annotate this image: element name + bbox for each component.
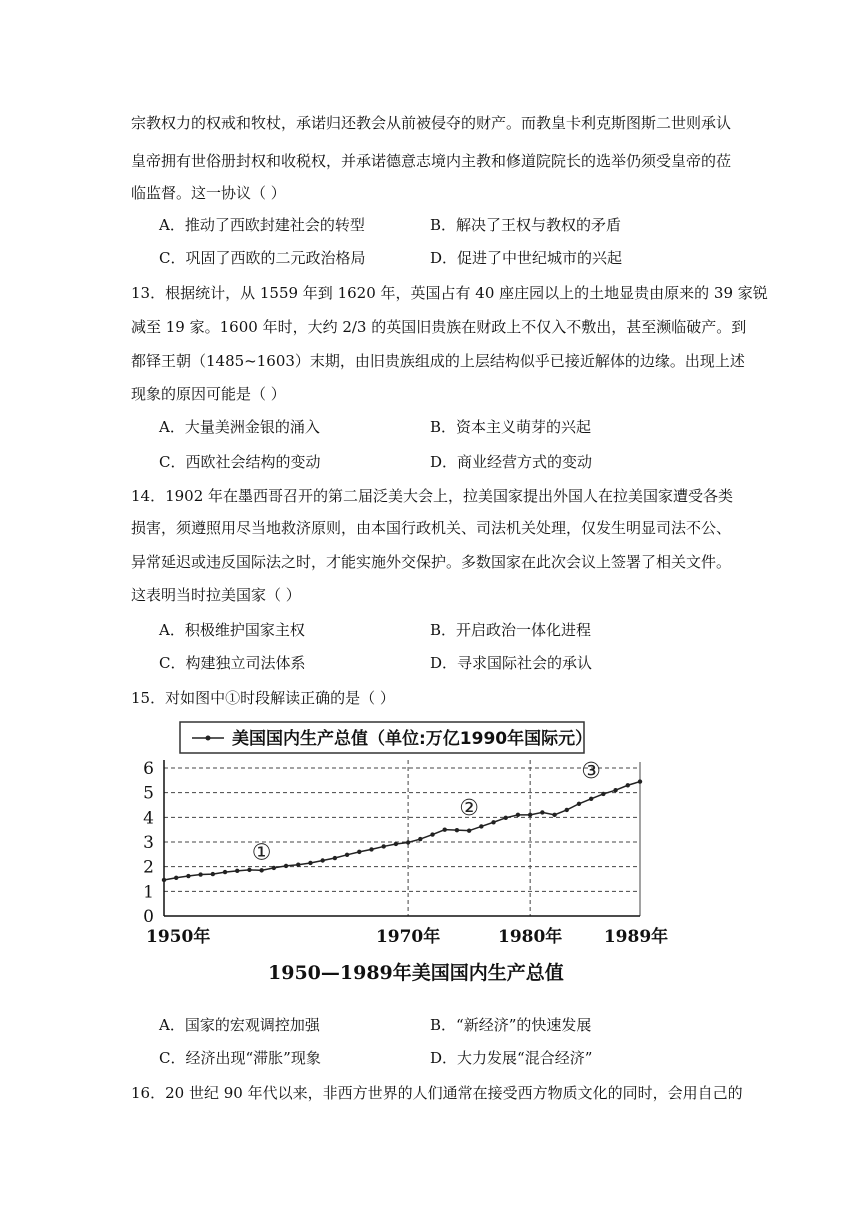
y-tick-label-1: 1 bbox=[143, 882, 154, 903]
gdp-point-1980 bbox=[528, 813, 532, 817]
gdp-point-1953 bbox=[198, 872, 202, 876]
gdp-point-1982 bbox=[552, 813, 556, 817]
gdp-point-1965 bbox=[345, 853, 349, 857]
q14-option-b: B．开启政治一体化进程 bbox=[430, 621, 592, 639]
gdp-point-1969 bbox=[394, 842, 398, 846]
gdp-point-1966 bbox=[357, 850, 361, 854]
gdp-series-line bbox=[164, 782, 640, 880]
gdp-point-1977 bbox=[491, 820, 495, 824]
gdp-point-1989 bbox=[638, 779, 642, 783]
gdp-point-1988 bbox=[626, 783, 630, 787]
gdp-point-1950 bbox=[162, 878, 166, 882]
gdp-point-1984 bbox=[577, 802, 581, 806]
gdp-point-1973 bbox=[443, 827, 447, 831]
gdp-point-1952 bbox=[186, 874, 190, 878]
gdp-point-1957 bbox=[247, 868, 251, 872]
q13-line-3: 都铎王朝（1485~1603）末期，由旧贵族组成的上层结构似乎已接近解体的边缘。出现上述 bbox=[131, 352, 745, 370]
q12-line-3: 临监督。这一协议（ ） bbox=[131, 184, 286, 202]
q13-option-c: C．西欧社会结构的变动 bbox=[159, 453, 321, 471]
gdp-point-1987 bbox=[613, 788, 617, 792]
q12-option-d: D．促进了中世纪城市的兴起 bbox=[430, 249, 623, 267]
q13-line-1: 13．根据统计，从 1559 年到 1620 年，英国占有 40 座庄园以上的土地显贵由原来的 39 家锐 bbox=[131, 284, 768, 302]
gdp-point-1956 bbox=[235, 869, 239, 873]
q14-option-a: A．积极维护国家主权 bbox=[159, 621, 305, 639]
gdp-line-chart bbox=[128, 716, 668, 968]
annotation-1: ① bbox=[251, 840, 272, 866]
gdp-point-1985 bbox=[589, 797, 593, 801]
q12-line-2: 皇帝拥有世俗册封权和收税权，并承诺德意志境内主教和修道院院长的选举仍须受皇帝的莅 bbox=[131, 152, 732, 170]
gdp-point-1975 bbox=[467, 828, 471, 832]
q14-line-1: 14．1902 年在墨西哥召开的第二届泛美大会上，拉美国家提出外国人在拉美国家遭受各类 bbox=[131, 487, 734, 505]
q14-option-c: C．构建独立司法体系 bbox=[159, 654, 306, 672]
y-tick-label-2: 2 bbox=[143, 857, 154, 878]
gdp-point-1979 bbox=[516, 813, 520, 817]
q16-line-1: 16．20 世纪 90 年代以来，非西方世界的人们通常在接受西方物质文化的同时，会用自己的 bbox=[131, 1084, 743, 1102]
gdp-point-1961 bbox=[296, 862, 300, 866]
gdp-point-1967 bbox=[369, 847, 373, 851]
gdp-point-1986 bbox=[601, 792, 605, 796]
q15-option-b: B．“新经济”的快速发展 bbox=[430, 1016, 592, 1034]
gdp-point-1970 bbox=[406, 840, 410, 844]
y-tick-label-4: 4 bbox=[143, 808, 154, 829]
gdp-point-1983 bbox=[565, 808, 569, 812]
q12-option-b: B．解决了王权与教权的矛盾 bbox=[430, 216, 622, 234]
gdp-point-1958 bbox=[259, 868, 263, 872]
gdp-point-1959 bbox=[272, 866, 276, 870]
gdp-point-1978 bbox=[504, 816, 508, 820]
legend-label: 美国国内生产总值（单位:万亿1990年国际元） bbox=[232, 729, 593, 749]
chart-title: 1950—1989年美国国内生产总值 bbox=[268, 962, 564, 984]
gdp-point-1955 bbox=[223, 870, 227, 874]
q12-option-c: C．巩固了西欧的二元政治格局 bbox=[159, 249, 366, 267]
gdp-point-1976 bbox=[479, 824, 483, 828]
q13-line-4: 现象的原因可能是（ ） bbox=[131, 385, 286, 403]
y-tick-label-6: 6 bbox=[143, 759, 154, 779]
gdp-point-1960 bbox=[284, 864, 288, 868]
gdp-point-1964 bbox=[333, 856, 337, 860]
q14-line-2: 损害，须遵照用尽当地救济原则，由本国行政机关、司法机关处理，仅发生明显司法不公、 bbox=[131, 519, 732, 537]
q15-option-d: D．大力发展“混合经济” bbox=[430, 1049, 593, 1067]
gdp-point-1974 bbox=[455, 828, 459, 832]
gdp-point-1951 bbox=[174, 876, 178, 880]
gdp-point-1981 bbox=[540, 810, 544, 814]
q14-line-4: 这表明当时拉美国家（ ） bbox=[131, 586, 301, 604]
gdp-point-1963 bbox=[320, 858, 324, 862]
y-tick-label-3: 3 bbox=[143, 833, 154, 853]
gdp-point-1971 bbox=[418, 837, 422, 841]
x-tick-label-1989: 1989年 bbox=[603, 927, 668, 947]
y-tick-label-0: 0 bbox=[143, 907, 154, 927]
gdp-point-1954 bbox=[211, 872, 215, 876]
gdp-chart bbox=[128, 716, 668, 968]
q15-stem: 15．对如图中①时段解读正确的是（ ） bbox=[131, 689, 395, 707]
x-tick-label-1980: 1980年 bbox=[497, 927, 563, 947]
x-tick-label-1970: 1970年 bbox=[375, 927, 441, 947]
q13-option-b: B．资本主义萌芽的兴起 bbox=[430, 418, 592, 436]
gdp-point-1962 bbox=[308, 861, 312, 865]
annotation-3: ③ bbox=[581, 758, 602, 784]
q13-option-d: D．商业经营方式的变动 bbox=[430, 453, 593, 471]
y-tick-label-5: 5 bbox=[143, 783, 154, 804]
q14-option-d: D．寻求国际社会的承认 bbox=[430, 654, 593, 672]
q13-option-a: A．大量美洲金银的涌入 bbox=[159, 418, 320, 436]
q12-line-1: 宗教权力的权戒和牧杖，承诺归还教会从前被侵夺的财产。而教皇卡利克斯图斯二世则承认 bbox=[131, 114, 732, 132]
q15-option-c: C．经济出现“滞胀”现象 bbox=[159, 1049, 321, 1067]
annotation-2: ② bbox=[459, 795, 479, 821]
gdp-point-1968 bbox=[381, 844, 385, 848]
q12-option-a: A．推动了西欧封建社会的转型 bbox=[159, 216, 365, 234]
gdp-point-1972 bbox=[430, 832, 434, 836]
q13-line-2: 减至 19 家。1600 年时，大约 2/3 的英国旧贵族在财政上不仅入不敷出，甚至濒临破产。到 bbox=[131, 318, 747, 336]
q14-line-3: 异常延迟或违反国际法之时，才能实施外交保护。多数国家在此次会议上签署了相关文件。 bbox=[131, 553, 732, 571]
x-tick-label-1950: 1950年 bbox=[146, 927, 211, 947]
legend-marker-swatch bbox=[206, 736, 211, 741]
q15-option-a: A．国家的宏观调控加强 bbox=[159, 1016, 320, 1034]
